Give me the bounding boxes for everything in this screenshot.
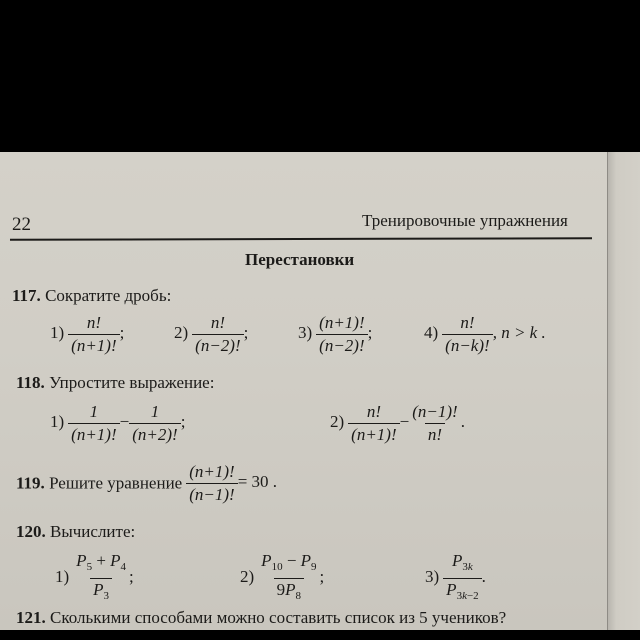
exercise-number: 118. [16, 373, 45, 392]
exercise-prompt: Сократите дробь: [45, 286, 172, 305]
exercise-number: 117. [12, 286, 41, 305]
exercise-120-item-3: 3) $\frac{P_{3k}}{P_{3k-2}}$ . [425, 551, 486, 606]
numerator: $P_{3k}$ [452, 551, 473, 573]
exercise-number: 119. [16, 473, 45, 493]
fraction [443, 551, 482, 606]
numerator: $P_5 + P_4$ [76, 551, 127, 573]
fraction: $\frac{(n-1)!}{n!}$ [412, 402, 458, 444]
numerator: $P_{10} - P_9$ [261, 551, 317, 573]
exercise-117-item-1: 1) $\frac{n!}{(n+1)!}$ ; [50, 313, 125, 355]
fraction [258, 551, 319, 606]
fraction: $\frac{n!}{(n+1)!}$ [348, 402, 399, 445]
exercise-118-item-2: 2) $\frac{n!}{(n+1)!}$ − $\frac{(n-1)!}{n!}$ . [330, 402, 465, 444]
fraction: $\frac{(n+1)!}{(n-2)!}$ [316, 313, 367, 356]
exercise-117-item-2: 2) $\frac{n!}{(n-2)!}$ ; [174, 313, 249, 355]
exercise-number: 120. [16, 522, 46, 541]
fraction: $\frac{n!}{(n+1)!}$ [68, 313, 119, 356]
fraction [73, 551, 129, 606]
next-page-edge [607, 152, 640, 630]
section-title: Перестановки [245, 250, 355, 269]
fraction: $\frac{1}{(n+2)!}$ [129, 402, 180, 445]
fraction: $\frac{(n+1)!}{(n-1)!}$ [186, 462, 237, 505]
running-title: Тренировочные упражнения [362, 211, 568, 230]
page-number: 22 [12, 214, 31, 235]
denominator: $P_3$ [90, 578, 112, 606]
exercise-120-item-2: 2) $\frac{P_{10} - P_9}{9P_8}$ ; [240, 551, 324, 606]
exercise-117-heading [12, 286, 171, 306]
fraction: $\frac{1}{(n+1)!}$ [68, 402, 119, 445]
exercise-prompt: Решите уравнение [49, 473, 183, 493]
exercise-117-item-3: 3) $\frac{(n+1)!}{(n-2)!}$ ; [298, 313, 373, 355]
exercise-prompt: Вычислите: [50, 522, 136, 541]
exercise-121 [16, 608, 506, 628]
fraction: $\frac{n!}{(n-k)!}$ [442, 313, 493, 356]
exercise-number: 121. [16, 608, 46, 627]
exercise-118-heading [16, 373, 214, 393]
exercise-prompt: Упростите выражение: [49, 373, 215, 392]
fraction: $\frac{n!}{(n-2)!}$ [192, 313, 243, 356]
photo-border [0, 630, 640, 640]
exercise-118-item-1: 1) $\frac{1}{(n+1)!}$ − $\frac{1}{(n+2)!}$ ; [50, 402, 186, 444]
exercise-120-item-1: 1) $\frac{P_5 + P_4}{P_3}$ ; [55, 551, 134, 606]
denominator: $P_{3k-2}$ [443, 578, 482, 606]
denominator: $9P_8$ [274, 578, 304, 606]
exercise-prompt: Сколькими способами можно составить список из 5 учеников? [50, 608, 507, 627]
exercise-119: 119. Решите уравнение $\frac{(n+1)!}{(n-1)!}$ = 30 . [16, 462, 278, 504]
exercise-120-heading [16, 522, 135, 542]
exercise-117-item-4: 4) $\frac{n!}{(n-k)!}$ , n > k . [424, 313, 546, 355]
